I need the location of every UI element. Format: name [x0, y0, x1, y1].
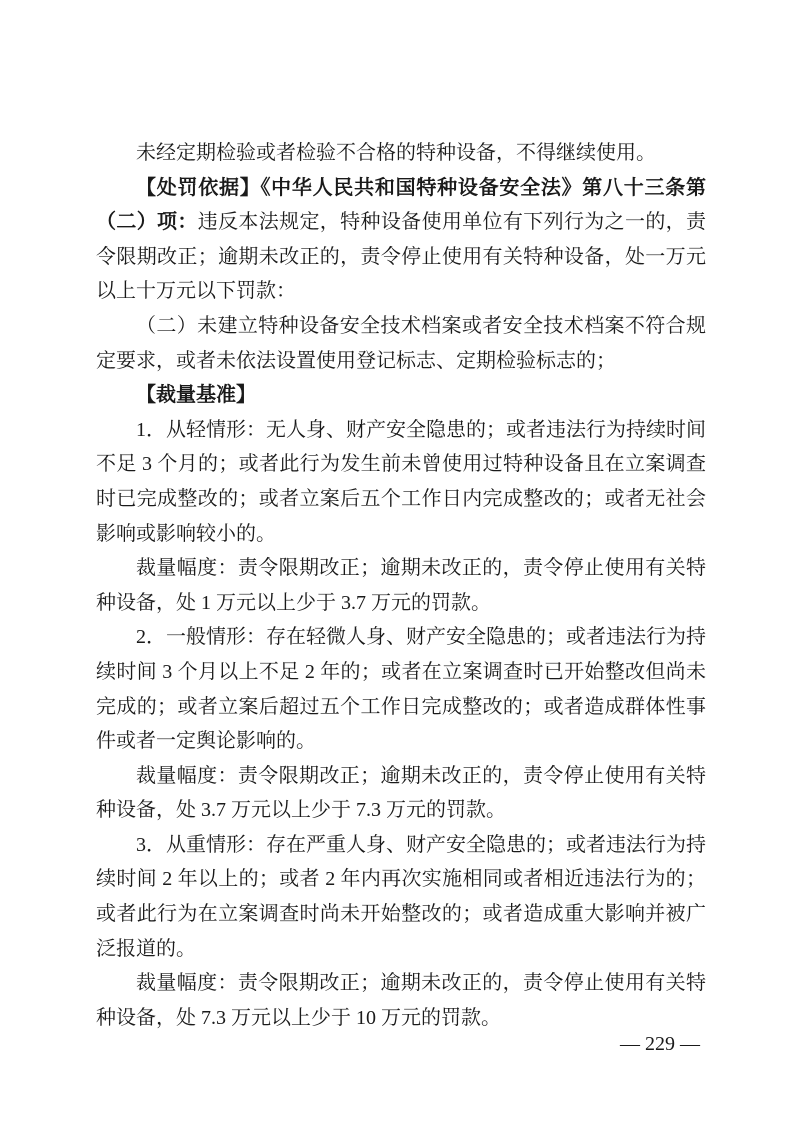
- paragraph: [96, 309, 706, 378]
- text-segment: 未经定期检验或者检验不合格的特种设备，不得继续使用。: [136, 142, 656, 164]
- paragraph: [96, 759, 706, 828]
- text-segment: （二）未建立特种设备安全技术档案或者安全技术档案不符合规定要求，或者未依法设置使用登记标志、定期检验标志的；: [96, 314, 706, 372]
- bold-text-segment: 【裁量基准】: [136, 384, 256, 407]
- paragraph: [96, 620, 706, 758]
- text-segment: 裁量幅度：责令限期改正；逾期未改正的，责令停止使用有关特种设备，处 1 万元以上少于 3.7 万元的罚款。: [96, 557, 706, 614]
- bold-text-segment: 【处罚依据】《中华人民共和国特种设备安全法》第八十三条第（二）项：: [96, 176, 706, 234]
- text-segment: 3．从重情形：存在严重人身、财产安全隐患的；或者违法行为持续时间 2 年以上的；或者 2 年内再次实施相同或者相近违法行为的；或者此行为在立案调查时尚未开始整改的；或者造成重大影响并被广泛报道的。: [96, 833, 706, 960]
- paragraph: [96, 828, 706, 966]
- paragraph: [96, 171, 706, 309]
- paragraph: [96, 551, 706, 620]
- text-segment: 裁量幅度：责令限期改正；逾期未改正的，责令停止使用有关特种设备，处 3.7 万元以上少于 7.3 万元的罚款。: [96, 764, 706, 822]
- paragraph: [96, 136, 706, 171]
- text-segment: 裁量幅度：责令限期改正；逾期未改正的，责令停止使用有关特种设备，处 7.3 万元以上少于 10 万元的罚款。: [96, 972, 706, 1029]
- page-footer: [96, 1030, 706, 1058]
- text-segment: 违反本法规定，特种设备使用单位有下列行为之一的，责令限期改正；逾期未改正的，责令停止使用有关特种设备，处一万元以上十万元以下罚款：: [96, 211, 707, 303]
- paragraph: [96, 966, 706, 1035]
- paragraph: [96, 378, 706, 413]
- paragraph: [96, 413, 706, 551]
- text-segment: 1．从轻情形：无人身、财产安全隐患的；或者违法行为持续时间不足 3 个月的；或者此行为发生前未曾使用过特种设备且在立案调查时已完成整改的；或者立案后五个工作日内完成整改的；或者无社会影响或影响较小的。: [96, 418, 706, 545]
- document-body: [96, 136, 706, 1035]
- text-segment: 2．一般情形：存在轻微人身、财产安全隐患的；或者违法行为持续时间 3 个月以上不足 2 年的；或者在立案调查时已开始整改但尚未完成的；或者立案后超过五个工作日完成整改的；或者造成群体性事件或者一定舆论影响的。: [96, 626, 706, 753]
- page-number: — 229 —: [620, 1033, 700, 1055]
